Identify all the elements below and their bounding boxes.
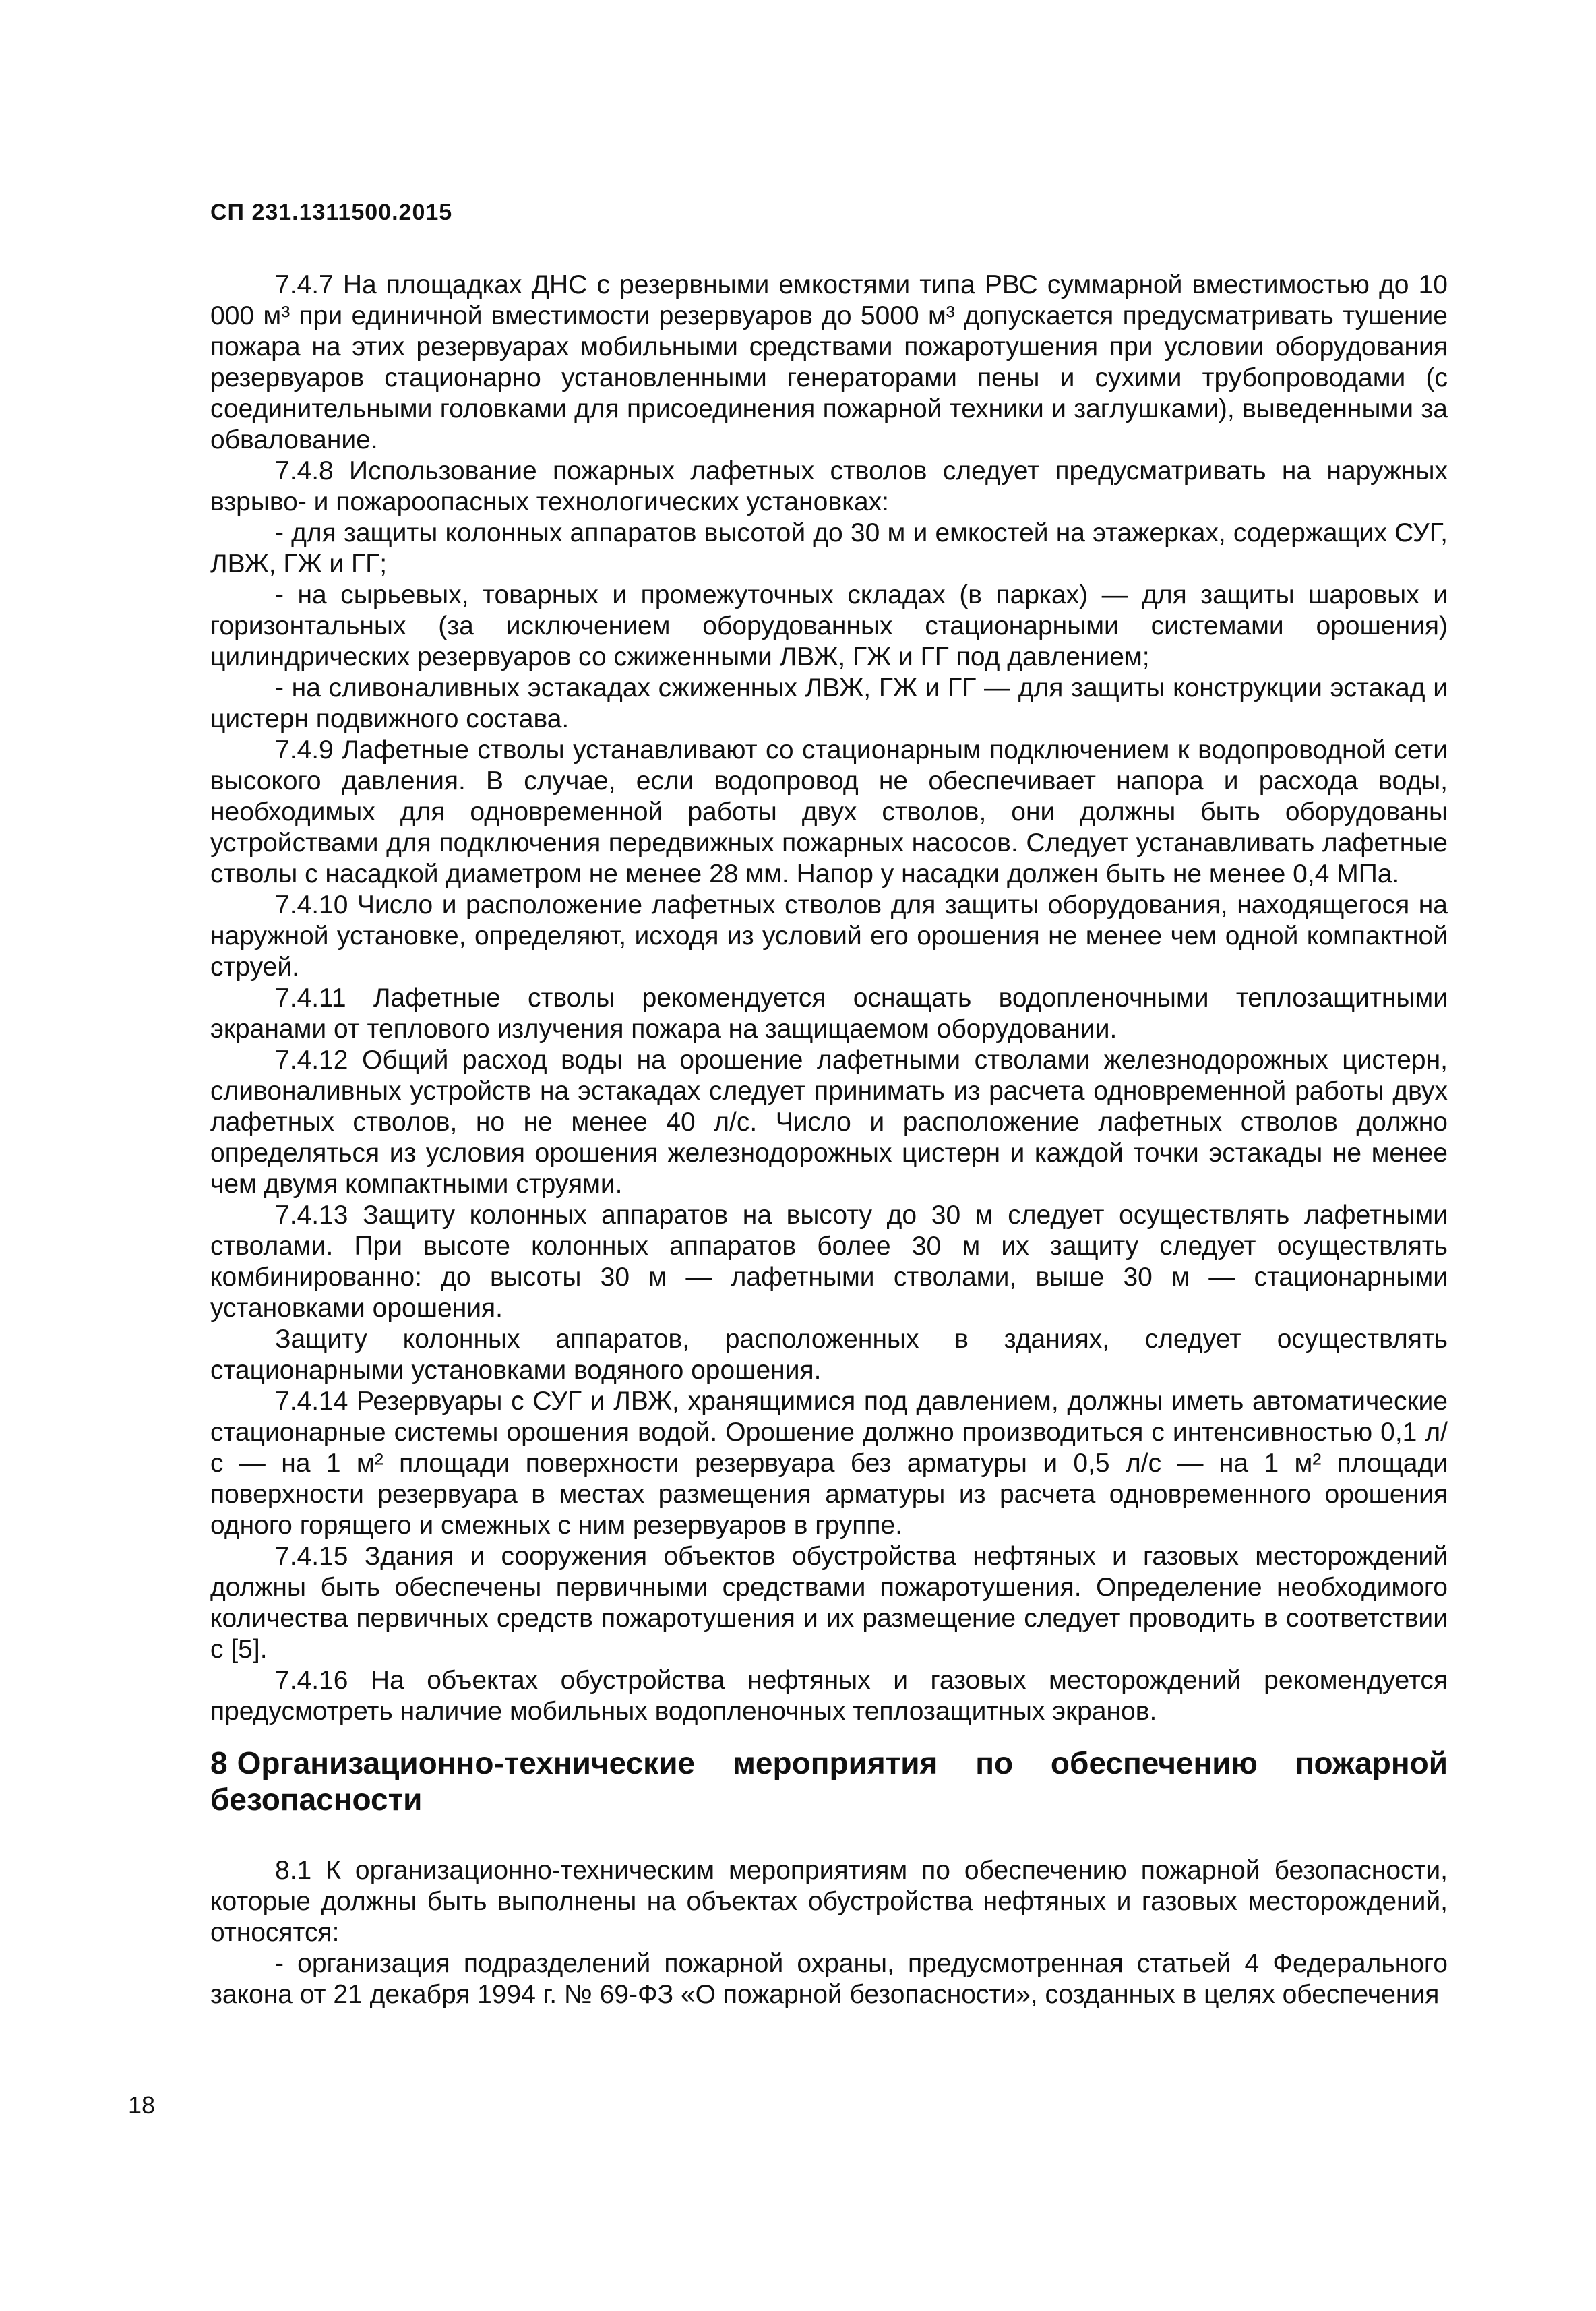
- paragraph-7-4-13: 7.4.13 Защиту колонных аппаратов на высоту до 30 м следует осуществлять лафетными стволами. При высоте колонных аппаратов более 30 м их защиту следует осуществлять комбинированно: до высоты 30 м — лафетными стволами, выше 30 м — стационарными установками орошения.: [210, 1201, 1448, 1323]
- section-number: 8: [210, 1745, 228, 1780]
- page-number: 18: [128, 2091, 156, 2119]
- paragraph-8-1: 8.1 К организационно-техническим мероприятиям по обеспечению пожарной безопасности, которые должны быть выполнены на объектах обустройства нефтяных и газовых месторождений, относятся:: [210, 1856, 1448, 1947]
- list-item: - организация подразделений пожарной охраны, предусмотренная статьей 4 Федерального закона от 21 декабря 1994 г. № 69-ФЗ «О пожарной безопасности», созданных в целях обеспечения: [210, 1949, 1448, 2009]
- paragraph-7-4-9: 7.4.9 Лафетные стволы устанавливают со стационарным подключением к водопроводной сети высокого давления. В случае, если водопровод не обеспечивает напора и расхода воды, необходимых для одновременной работы двух стволов, они должны быть оборудованы устройствами для подключения передвижных пожарных насосов. Следует устанавливать лафетные стволы с насадкой диаметром не менее 28 мм. Напор у насадки должен быть не менее 0,4 МПа.: [210, 736, 1448, 889]
- document-code-header: СП 231.1311500.2015: [210, 200, 453, 225]
- paragraph-7-4-7: 7.4.7 На площадках ДНС с резервными емкостями типа РВС суммарной вместимостью до 10 000 м³ при единичной вместимости резервуаров до 5000 м³ допускается предусматривать тушение пожара на этих резервуарах мобильными средствами пожаротушения при условии оборудования резервуаров стационарно установленными генераторами пены и сухими трубопроводами (с соединительными головками для присоединения пожарной техники и заглушками), выведенными за обвалование.: [210, 270, 1448, 454]
- list-item: - для защиты колонных аппаратов высотой до 30 м и емкостей на этажерках, содержащих СУГ, ЛВЖ, ГЖ и ГГ;: [210, 518, 1448, 578]
- paragraph-7-4-11: 7.4.11 Лафетные стволы рекомендуется оснащать водопленочными теплозащитными экранами от теплового излучения пожара на защищаемом оборудовании.: [210, 984, 1448, 1044]
- paragraph-7-4-8: 7.4.8 Использование пожарных лафетных стволов следует предусматривать на наружных взрыво- и пожароопасных технологических установках:: [210, 456, 1448, 516]
- paragraph-7-4-15: 7.4.15 Здания и сооружения объектов обустройства нефтяных и газовых месторождений должны быть обеспечены первичными средствами пожаротушения. Определение необходимого количества первичных средств пожаротушения и их размещение следует проводить в соответствии с [5].: [210, 1542, 1448, 1664]
- body-text-section-8: [210, 1855, 1448, 2010]
- paragraph-7-4-10: 7.4.10 Число и расположение лафетных стволов для защиты оборудования, находящегося на наружной установке, определяют, исходя из условий его орошения не менее чем одной компактной струей.: [210, 891, 1448, 982]
- list-item: - на сливоналивных эстакадах сжиженных ЛВЖ, ГЖ и ГГ — для защиты конструкции эстакад и цистерн подвижного состава.: [210, 673, 1448, 733]
- paragraph-7-4-16: 7.4.16 На объектах обустройства нефтяных и газовых месторождений рекомендуется предусмотреть наличие мобильных водопленочных теплозащитных экранов.: [210, 1666, 1448, 1726]
- paragraph-7-4-14: 7.4.14 Резервуары с СУГ и ЛВЖ, хранящимися под давлением, должны иметь автоматические стационарные системы орошения водой. Орошение должно производиться с интенсивностью 0,1 л/с — на 1 м² площади поверхности резервуара без арматуры и 0,5 л/с — на 1 м² площади поверхности резервуара в местах размещения арматуры из расчета одновременного орошения одного горящего и смежных с ним резервуаров в группе.: [210, 1387, 1448, 1540]
- paragraph-7-4-13-continued: Защиту колонных аппаратов, расположенных в зданиях, следует осуществлять стационарными установками водяного орошения.: [210, 1325, 1448, 1385]
- paragraph-7-4-12: 7.4.12 Общий расход воды на орошение лафетными стволами железнодорожных цистерн, сливоналивных устройств на эстакадах следует принимать из расчета одновременной работы двух лафетных стволов, но не менее 40 л/с. Число и расположение лафетных стволов должно определяться из условия орошения железнодорожных цистерн и каждой точки эстакады не менее чем двумя компактными струями.: [210, 1046, 1448, 1199]
- list-item: - на сырьевых, товарных и промежуточных складах (в парках) — для защиты шаровых и горизонтальных (за исключением оборудованных стационарными системами орошения) цилиндрических резервуаров со сжиженными ЛВЖ, ГЖ и ГГ под давлением;: [210, 580, 1448, 671]
- body-text-section-7-4: [210, 270, 1448, 1727]
- section-title: Организационно-технические мероприятия по обеспечению пожарной безопасности: [210, 1745, 1448, 1817]
- section-heading: [210, 1745, 1448, 1818]
